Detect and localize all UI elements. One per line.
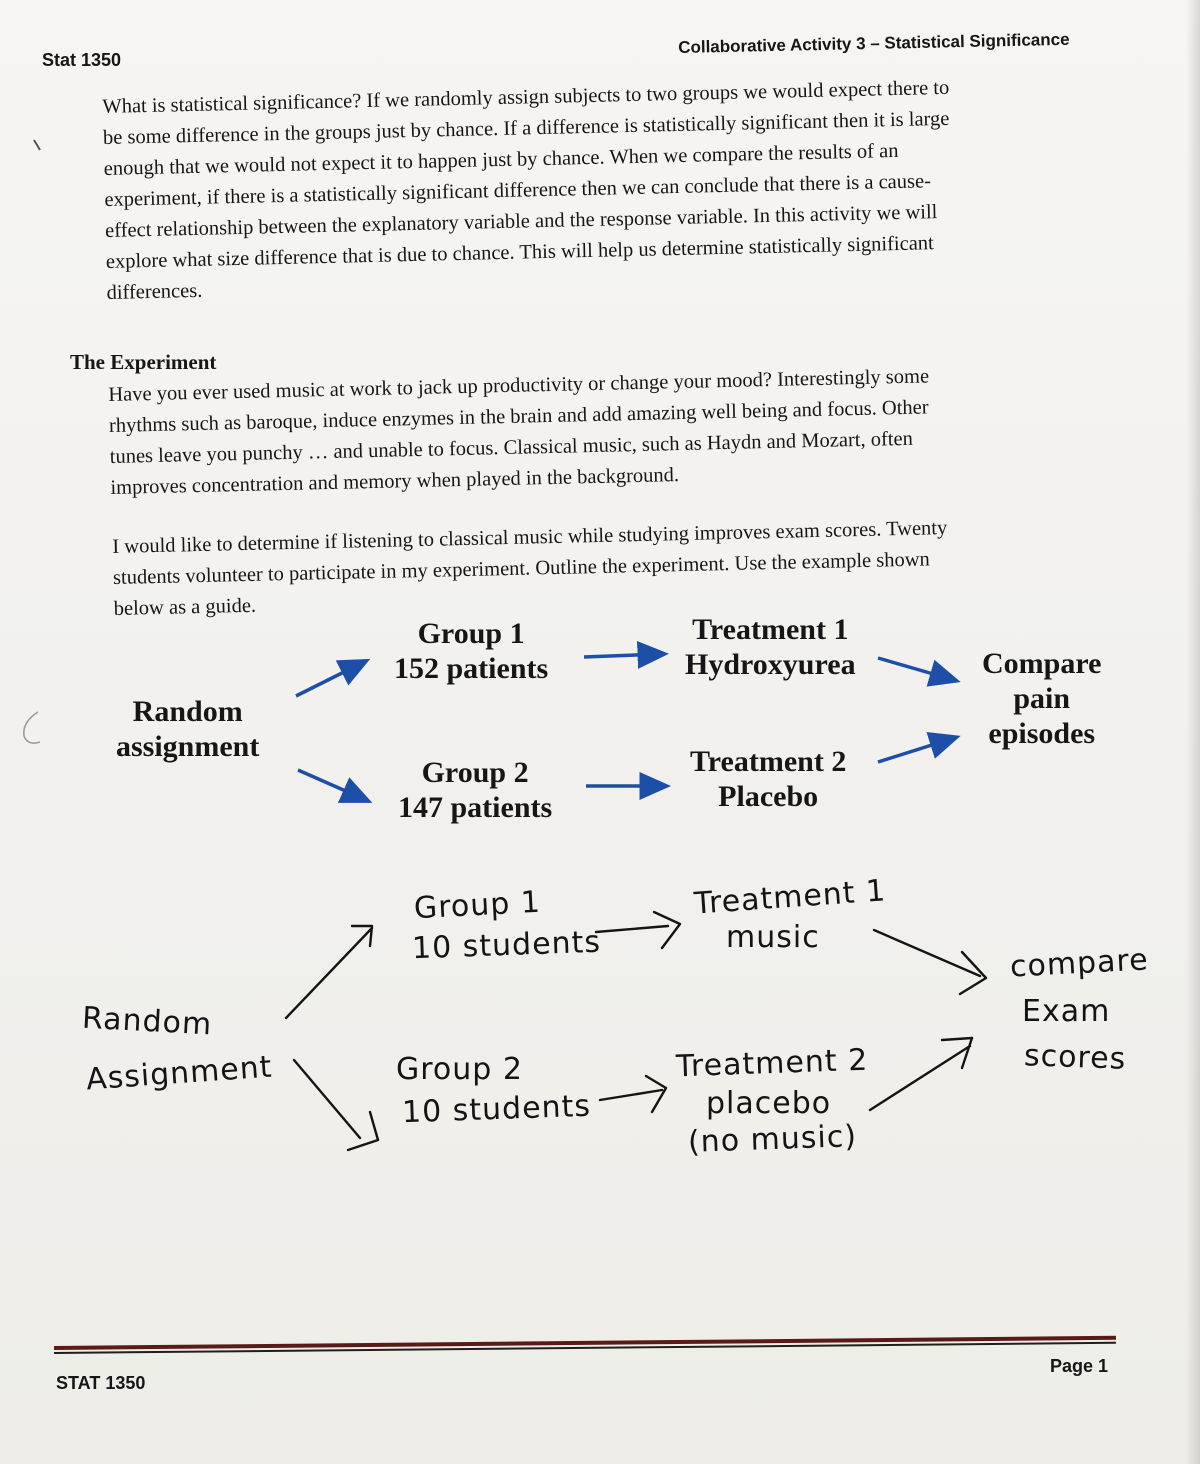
question-line: below as a guide. xyxy=(113,594,257,620)
hw-arrow-group1-to-treatment1 xyxy=(596,912,680,948)
example-treatment2-label: Treatment 2 xyxy=(690,745,847,778)
question-line: students volunteer to participate in my experiment. Outline the experiment. Use the example shown xyxy=(112,548,931,589)
hw-group1-size: 10 students xyxy=(411,924,602,967)
experiment-heading: The Experiment xyxy=(70,350,217,374)
example-treatment1-name: Hydroxyurea xyxy=(685,648,856,681)
example-treatment2-name: Placebo xyxy=(718,780,819,813)
margin-mark xyxy=(34,140,40,150)
experiment-line: rhythms such as baroque, induce enzymes in the brain and add amazing well being and focus. Other xyxy=(108,396,929,437)
example-random-label: Random xyxy=(132,695,243,728)
intro-line: enough that we would not expect it to happen just by chance. When we compare the results of an xyxy=(103,139,899,180)
question-line: I would like to determine if listening to classical music while studying improves exam scores. Twenty xyxy=(112,517,948,558)
hw-group1: Group 1 xyxy=(413,884,542,927)
hw-treatment2-name: placebo xyxy=(706,1086,832,1121)
hw-treatment1: Treatment 1 xyxy=(692,873,888,922)
intro-line: What is statistical significance? If we randomly assign subjects to two groups we would expect there to xyxy=(102,76,950,118)
hw-arrow-group2-to-treatment2 xyxy=(600,1076,666,1112)
experiment-line: Have you ever used music at work to jack up productivity or change your mood? Interestingly some xyxy=(108,365,930,406)
intro-line: experiment, if there is a statistically significant difference then we can conclude that there is a cause- xyxy=(104,170,932,211)
hw-treatment2: Treatment 2 xyxy=(675,1042,869,1085)
hw-arrow-treatment1-to-compare xyxy=(874,930,986,994)
hw-arrow-treatment2-to-compare xyxy=(870,1038,972,1110)
footer-page-number: Page 1 xyxy=(1050,1356,1109,1376)
header-course: Stat 1350 xyxy=(42,50,122,70)
hw-compare: compare xyxy=(1009,942,1150,985)
hw-treatment1-name: music xyxy=(726,920,820,955)
experiment-line: improves concentration and memory when played in the background. xyxy=(110,464,680,499)
intro-line: explore what size difference that is due to chance. This will help us determine statistically significant xyxy=(105,232,935,273)
footer-course: STAT 1350 xyxy=(56,1373,146,1393)
intro-line: effect relationship between the explanatory variable and the response variable. In this activity we will xyxy=(104,201,938,242)
example-compare-label: Compare xyxy=(982,647,1102,680)
example-arrow-random-to-group2 xyxy=(298,770,366,800)
hw-random: Random xyxy=(81,1000,214,1043)
example-group2-label: Group 2 xyxy=(421,756,529,789)
experiment-line: tunes leave you punchy … and unable to focus. Classical music, such as Haydn and Mozart, often xyxy=(109,427,914,468)
margin-mark xyxy=(24,712,40,743)
intro-line: be some difference in the groups just by chance. If a difference is statistically significant then it is large xyxy=(102,107,950,149)
example-arrow-group1-to-treatment1 xyxy=(584,654,662,657)
hw-group2-size: 10 students xyxy=(401,1088,592,1131)
hw-arrow-random-to-group2 xyxy=(294,1060,378,1150)
example-arrow-random-to-group1 xyxy=(296,662,364,696)
example-arrow-treatment2-to-compare xyxy=(878,738,954,762)
example-group1-size: 152 patients xyxy=(394,652,549,685)
hw-treatment2-note: (no music) xyxy=(687,1119,858,1160)
example-assignment-label: assignment xyxy=(116,730,260,763)
hw-compare-exam: Exam xyxy=(1022,994,1111,1029)
example-group2-size: 147 patients xyxy=(398,791,553,824)
example-compare-pain: pain xyxy=(1013,682,1071,715)
example-treatment1-label: Treatment 1 xyxy=(692,613,849,646)
example-compare-episodes: episodes xyxy=(988,717,1096,750)
intro-line: differences. xyxy=(106,279,203,304)
hw-group2: Group 2 xyxy=(396,1052,523,1087)
example-group1-label: Group 1 xyxy=(417,617,525,650)
example-arrow-treatment1-to-compare xyxy=(878,658,954,680)
hw-arrow-random-to-group1 xyxy=(286,926,372,1018)
header-activity-title: Collaborative Activity 3 – Statistical Significance xyxy=(678,29,1070,57)
hw-assignment: Assignment xyxy=(84,1049,274,1098)
hw-compare-scores: scores xyxy=(1023,1038,1127,1077)
